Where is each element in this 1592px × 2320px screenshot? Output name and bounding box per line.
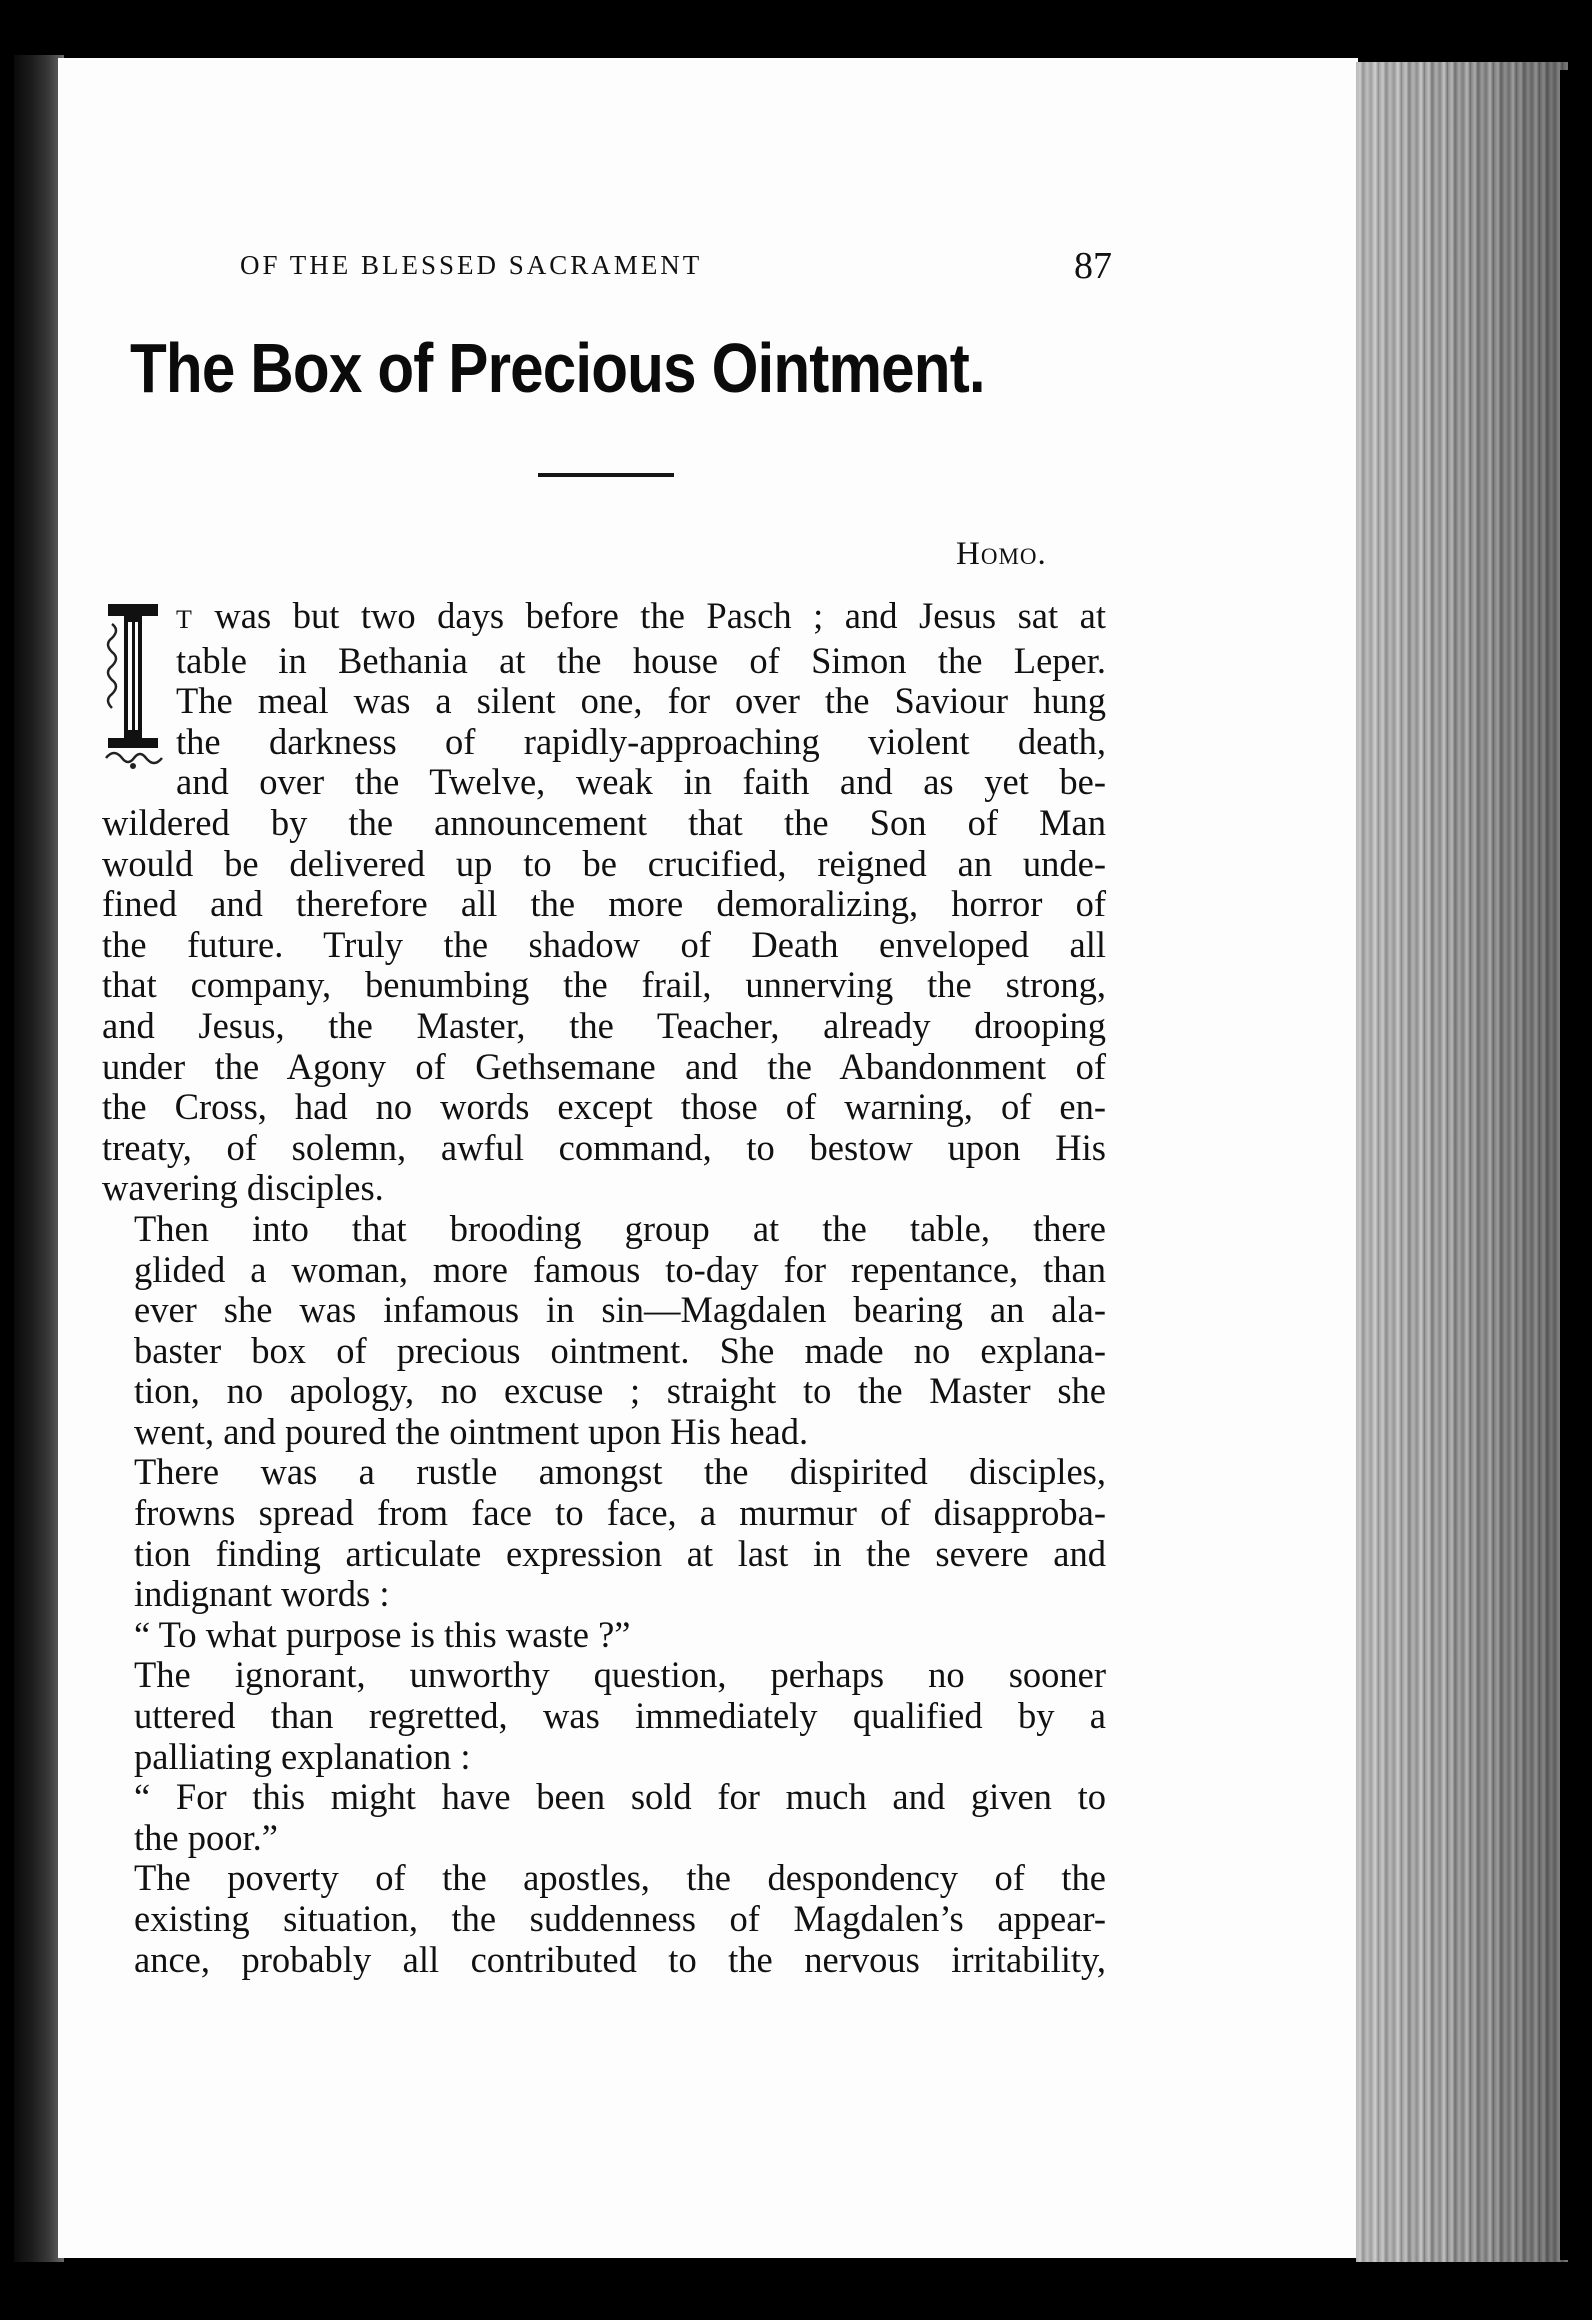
title-rule — [538, 473, 674, 477]
text-line: baster box of precious ointment. She made no explana- — [134, 1329, 1106, 1371]
drop-cap — [102, 602, 164, 772]
text-line: that company, benumbing the frail, unnerving the strong, — [102, 964, 1106, 1006]
text-line: the poor.” — [134, 1816, 278, 1858]
paragraph-3 — [102, 1452, 1106, 1614]
page-number: 87 — [1074, 245, 1112, 287]
text-line: the darkness of rapidly-approaching violent death, — [176, 720, 1106, 762]
text-line: and over the Twelve, weak in faith and as yet be- — [176, 761, 1106, 803]
drop-cap-letter — [102, 602, 103, 603]
text-line: wildered by the announcement that the Son of Man — [102, 801, 1106, 843]
text-line: “ For this might have been sold for much and given to — [134, 1776, 1106, 1818]
text-line: palliating explanation : — [134, 1735, 471, 1777]
text-line: The meal was a silent one, for over the Saviour hung — [176, 680, 1106, 722]
chapter-title: The Box of Precious Ointment. — [130, 329, 985, 407]
paragraphs — [102, 1209, 1106, 1980]
scanner-border-top — [0, 0, 1592, 62]
text-line: ance, probably all contributed to the nervous irritability, — [134, 1938, 1106, 1980]
text-line: frowns spread from face to face, a murmur of disapproba- — [134, 1492, 1106, 1534]
author-byline: Homo. — [956, 536, 1047, 572]
text-line: “ To what purpose is this waste ?” — [134, 1613, 631, 1655]
paragraph-7 — [102, 1858, 1106, 1980]
text-line: table in Bethania at the house of Simon the Leper. — [176, 639, 1106, 681]
text-line: fined and therefore all the more demoralizing, horror of — [102, 883, 1106, 925]
small-cap-continuation: T — [176, 605, 193, 634]
text-line: The poverty of the apostles, the despondency of the — [134, 1857, 1106, 1899]
running-head: OF THE BLESSED SACRAMENT — [240, 250, 703, 280]
text-line: wavering disciples. — [102, 1167, 384, 1209]
text-line: There was a rustle amongst the dispirited disciples, — [134, 1451, 1106, 1493]
text-line: existing situation, the suddenness of Magdalen’s appear- — [134, 1898, 1106, 1939]
text-line: treaty, of solemn, awful command, to bestow upon His — [102, 1126, 1106, 1168]
text-line: under the Agony of Gethsemane and the Abandonment of — [102, 1045, 1106, 1087]
scanner-border-bottom — [0, 2262, 1592, 2320]
text-line: went, and poured the ointment upon His head. — [134, 1410, 809, 1452]
text-line: the future. Truly the shadow of Death enveloped all — [102, 923, 1106, 965]
text-line: and Jesus, the Master, the Teacher, already drooping — [102, 1004, 1106, 1046]
text-line: tion, no apology, no excuse ; straight to the Master she — [134, 1370, 1106, 1412]
text-line: ever she was infamous in sin—Magdalen bearing an ala- — [134, 1289, 1106, 1331]
paragraph-6 — [102, 1777, 1106, 1858]
text-line: the Cross, had no words except those of warning, of en- — [102, 1086, 1106, 1128]
ornamental-initial-icon — [102, 602, 164, 772]
paragraph-5 — [102, 1655, 1106, 1777]
text-line: would be delivered up to be crucified, reigned an unde- — [102, 842, 1106, 884]
text-line: uttered than regretted, was immediately qualified by a — [134, 1695, 1106, 1737]
text-line: The ignorant, unworthy question, perhaps no sooner — [134, 1654, 1106, 1696]
text-line: indignant words : — [134, 1573, 390, 1615]
paragraph-4 — [102, 1615, 1106, 1656]
book-binding-edge — [14, 55, 64, 2275]
page-edges-shade — [1356, 62, 1568, 2272]
text-line-content: was but two days before the Pasch ; and Jesus sat at — [192, 595, 1106, 636]
text-line: tion finding articulate expression at last in the severe and — [134, 1532, 1106, 1574]
text-line: glided a woman, more famous to-day for repentance, than — [134, 1248, 1106, 1290]
body-text — [102, 596, 1106, 1980]
paragraph-1 — [102, 596, 1106, 1209]
scanner-border-right — [1560, 70, 1592, 2260]
text-line: Then into that brooding group at the table, there — [134, 1207, 1106, 1249]
text-line — [102, 596, 1106, 641]
paragraph-2 — [102, 1209, 1106, 1453]
